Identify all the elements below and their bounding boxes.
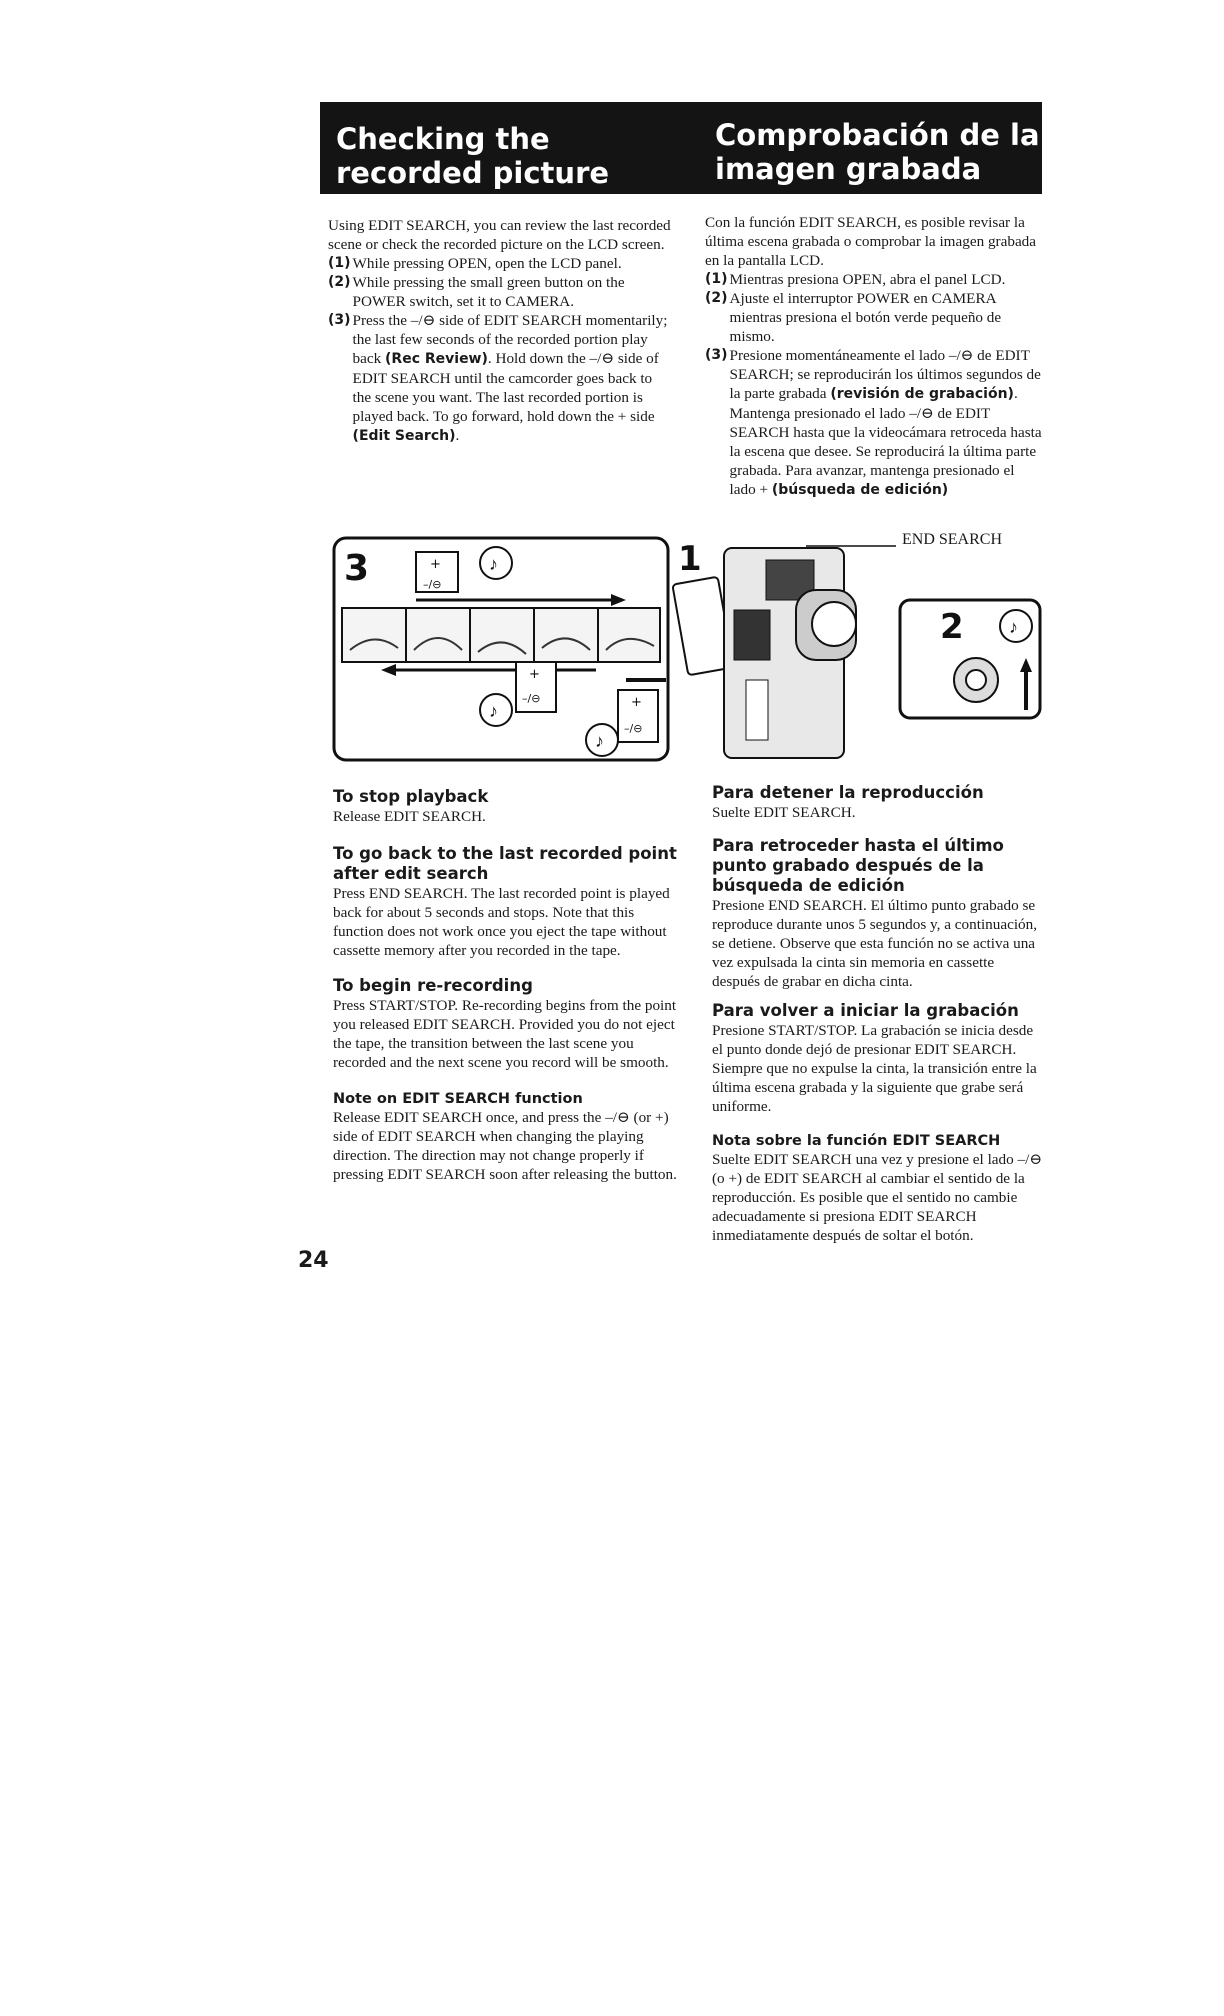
es-lower-section bbox=[712, 783, 1044, 1245]
en-goback-heading: To go back to the last recorded point after edit search bbox=[333, 844, 677, 883]
forward-arrow-head bbox=[611, 594, 626, 606]
page-number: 24 bbox=[298, 1248, 329, 1273]
lens-glass bbox=[812, 602, 856, 646]
plus-label-mid: + bbox=[529, 667, 540, 682]
es-step-1-text: Mientras presiona OPEN, abra el panel LCD. bbox=[729, 271, 1006, 288]
es-step-3-bold-b: (búsqueda de edición) bbox=[771, 482, 949, 498]
es-goback-body: Presione END SEARCH. El último punto grabado se reproduce durante unos 5 segundos y, a continuación, se detiene. Observe que esta función no se activa una vez expulsada la cinta sin memoria en cassette después de grabar en dicha cinta. bbox=[712, 897, 1038, 990]
es-title bbox=[715, 118, 1040, 186]
es-step-1 bbox=[705, 270, 1043, 289]
en-step-2-text: While pressing the small green button on the POWER switch, set it to CAMERA. bbox=[352, 274, 625, 310]
minus-label-mid: –/⊖ bbox=[522, 692, 541, 705]
es-stop-heading: Para detener la reproducción bbox=[712, 783, 984, 802]
es-step-3 bbox=[705, 346, 1043, 500]
en-step-3-a: Press the –/⊖ side of EDIT SEARCH momentarily; the last few seconds of the recorded portion play back bbox=[352, 312, 668, 367]
note-glyph-step2: ♪ bbox=[1009, 617, 1018, 637]
step3-number: 3 bbox=[344, 548, 370, 589]
en-step-3 bbox=[328, 311, 672, 446]
en-note-heading: Note on EDIT SEARCH function bbox=[333, 1091, 583, 1107]
es-step-2 bbox=[705, 289, 1043, 346]
es-step-1-num: (1) bbox=[705, 271, 728, 287]
en-step-3-c: . bbox=[455, 427, 460, 444]
step1-number: 1 bbox=[678, 539, 702, 579]
camcorder-illustration bbox=[326, 530, 1046, 770]
es-step-3-b: . Mantenga presionado el lado –/⊖ de EDIT SEARCH hasta que la videocámara retroceda hasta la escena que desee. Se reproducirá la última parte grabada. Para avanzar, mantenga presionado el lado + bbox=[729, 385, 1042, 498]
es-step-3-bold-a: (revisión de grabación) bbox=[830, 386, 1014, 402]
es-note-body: Suelte EDIT SEARCH una vez y presione el lado –/⊖ (o +) de EDIT SEARCH al cambiar el sentido de la reproducción. Es posible que el sentido no cambie adecuadamente si presiona EDIT SEARCH inmediatamente después de soltar el botón. bbox=[712, 1151, 1043, 1244]
step2-number: 2 bbox=[940, 607, 964, 647]
es-step-3-a: Presione momentáneamente el lado –/⊖ de EDIT SEARCH; se reproducirán los últimos segundos de la parte grabada bbox=[729, 347, 1041, 402]
minus-label-bottom: –/⊖ bbox=[624, 722, 643, 735]
en-title-line1: Checking the bbox=[336, 122, 550, 156]
en-note-body: Release EDIT SEARCH once, and press the –/⊖ (or +) side of EDIT SEARCH when changing the playing direction. The direction may not change properly if pressing EDIT SEARCH soon after releasing the button. bbox=[333, 1109, 677, 1183]
note-glyph-bottom: ♪ bbox=[595, 731, 604, 751]
plus-label-bottom: + bbox=[631, 695, 642, 710]
power-switch-center bbox=[966, 670, 986, 690]
en-step-2-num: (2) bbox=[328, 274, 351, 290]
en-lower-section bbox=[333, 787, 685, 1184]
en-step-1 bbox=[328, 254, 672, 273]
es-note-heading: Nota sobre la función EDIT SEARCH bbox=[712, 1133, 1001, 1149]
es-step-3-text bbox=[730, 346, 1043, 500]
es-goback-heading: Para retroceder hasta el último punto grabado después de la búsqueda de edición bbox=[712, 836, 1004, 895]
end-search-label: END SEARCH bbox=[902, 531, 1003, 548]
note-glyph-top: ♪ bbox=[489, 554, 498, 574]
es-step-2-text: Ajuste el interruptor POWER en CAMERA mientras presiona el botón verde pequeño de mismo. bbox=[729, 290, 1002, 345]
es-step-2-num: (2) bbox=[705, 290, 728, 306]
en-stop-heading: To stop playback bbox=[333, 787, 489, 806]
en-rerec-body: Press START/STOP. Re-recording begins from the point you released EDIT SEARCH. Provided you do not eject the tape, the transition between the last scene you recorded and the next scene you record will be smooth. bbox=[333, 997, 677, 1071]
en-intro-section bbox=[328, 216, 672, 446]
note-glyph-mid: ♪ bbox=[489, 701, 498, 721]
es-stop-body: Suelte EDIT SEARCH. bbox=[712, 804, 856, 821]
es-title-line2: imagen grabada bbox=[715, 152, 982, 186]
en-step-1-num: (1) bbox=[328, 255, 351, 271]
en-title bbox=[336, 122, 609, 190]
rewind-arrow-head bbox=[381, 664, 396, 676]
edit-search-switch bbox=[746, 680, 768, 740]
es-intro-section bbox=[705, 213, 1043, 500]
en-title-line2: recorded picture bbox=[336, 156, 610, 190]
control-buttons bbox=[734, 610, 770, 660]
en-step-3-bold-a: (Rec Review) bbox=[385, 351, 488, 367]
en-intro: Using EDIT SEARCH, you can review the last recorded scene or check the recorded picture on the LCD screen. bbox=[328, 217, 671, 253]
es-intro: Con la función EDIT SEARCH, es posible revisar la última escena grabada o comprobar la imagen grabada en la pantalla LCD. bbox=[705, 214, 1037, 269]
en-goback-body: Press END SEARCH. The last recorded point is played back for about 5 seconds and stops. Note that this function does not work once you eject the tape without cassette memory after you recorded in the tape. bbox=[333, 885, 670, 959]
minus-label-top: –/⊖ bbox=[423, 578, 442, 591]
en-step-2 bbox=[328, 273, 672, 311]
plus-label-top: + bbox=[430, 557, 441, 572]
es-rerec-heading: Para volver a iniciar la grabación bbox=[712, 1001, 1019, 1020]
en-stop-body: Release EDIT SEARCH. bbox=[333, 808, 486, 825]
en-step-3-text bbox=[353, 311, 672, 446]
en-step-3-b: . Hold down the –/⊖ side of EDIT SEARCH until the camcorder goes back to the scene you want. The last recorded portion is played back. To go forward, hold down the + side bbox=[352, 350, 659, 425]
film-strip bbox=[342, 608, 660, 662]
es-step-3-num: (3) bbox=[705, 347, 728, 363]
en-step-3-bold-b: (Edit Search) bbox=[352, 428, 456, 444]
en-step-3-num: (3) bbox=[328, 312, 351, 328]
es-rerec-body: Presione START/STOP. La grabación se inicia desde el punto donde dejó de presionar EDIT SEARCH. Siempre que no expulse la cinta, la transición entre la última escena grabada y la siguiente que grabe será uniforme. bbox=[712, 1022, 1037, 1115]
en-rerec-heading: To begin re-recording bbox=[333, 976, 533, 995]
es-title-line1: Comprobación de la bbox=[715, 118, 1040, 152]
en-step-1-text: While pressing OPEN, open the LCD panel. bbox=[352, 255, 622, 272]
